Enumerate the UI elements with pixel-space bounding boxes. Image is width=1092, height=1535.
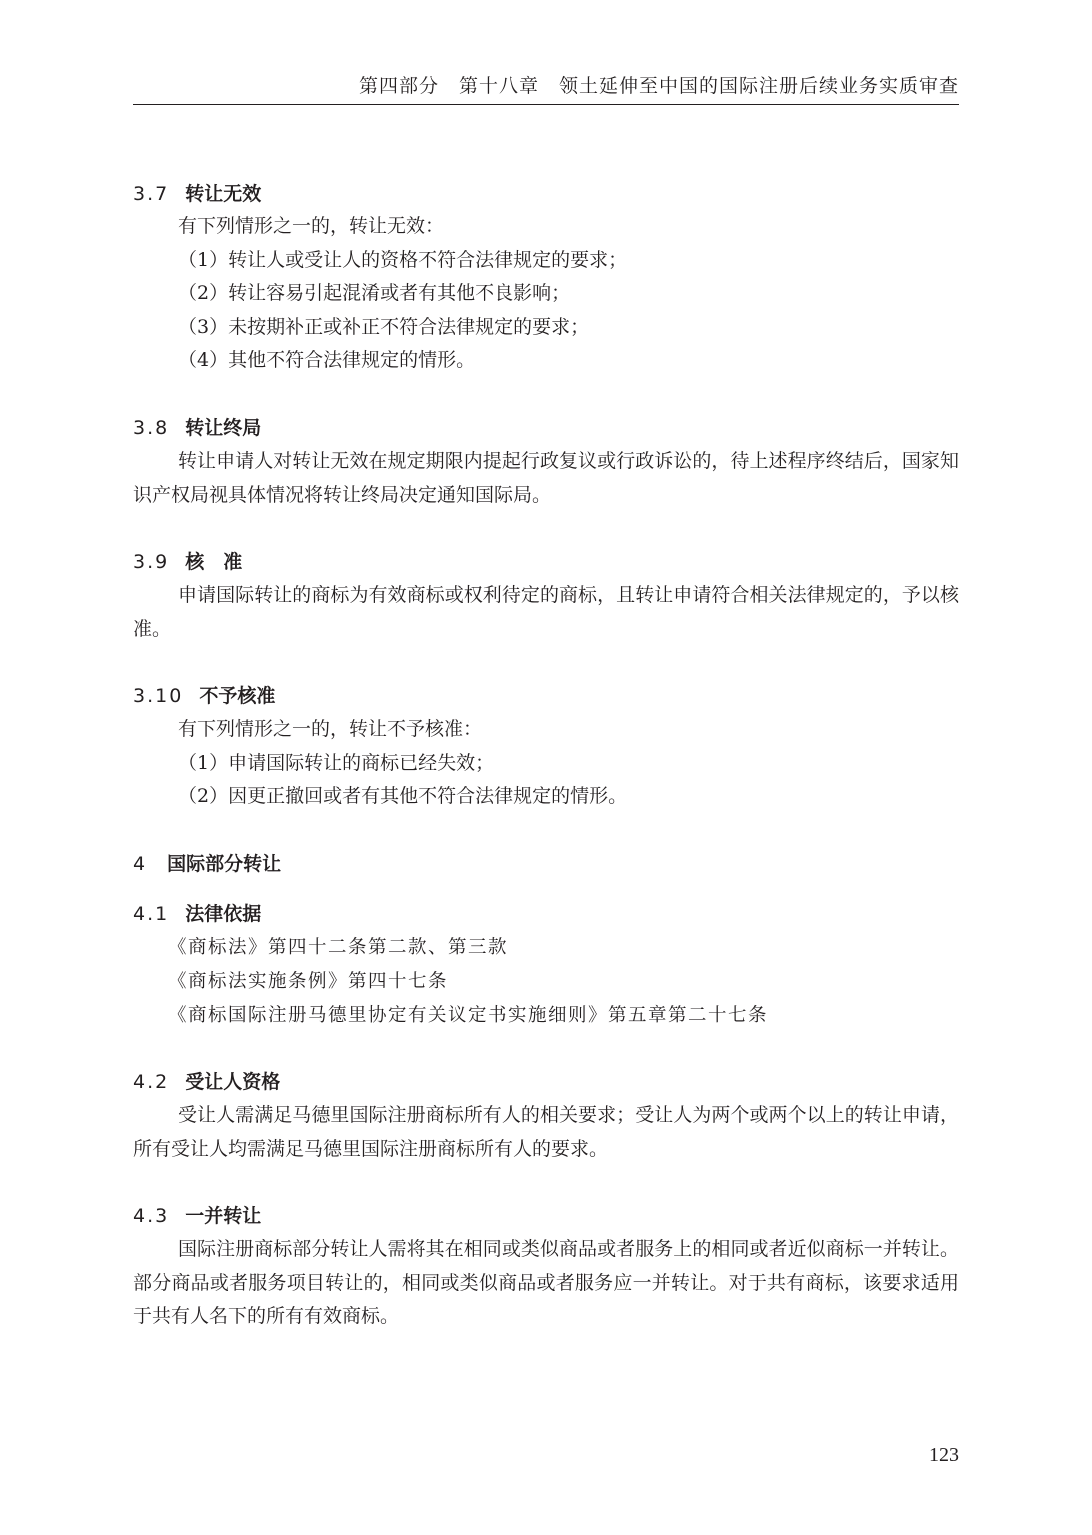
list-item: （2）转让容易引起混淆或者有其他不良影响；	[178, 282, 571, 304]
legal-reference: 《商标法》第四十二条第二款、第三款	[168, 937, 509, 958]
section-intro: 有下列情形之一的，转让无效：	[178, 215, 445, 237]
heading-title: 法律依据	[185, 903, 262, 925]
legal-reference: 《商标法实施条例》第四十七条	[168, 971, 449, 992]
list-item: （3）未按期补正或补正不符合法律规定的要求；	[178, 315, 590, 338]
running-header: 第四部分 第十八章 领土延伸至中国的国际注册后续业务实质审查	[358, 75, 959, 97]
page-number: 123	[929, 1444, 959, 1466]
paragraph: 申请国际转让的商标为有效商标或权利待定的商标，且转让申请符合相关法律规定的，予以核准。	[133, 584, 959, 640]
header-rule	[133, 104, 959, 105]
heading-number: 4.3	[133, 1205, 170, 1227]
heading-number: 3.7	[133, 183, 170, 205]
heading-title: 核 准	[185, 551, 243, 573]
heading-title: 一并转让	[185, 1205, 262, 1227]
list-item: （4）其他不符合法律规定的情形。	[178, 349, 476, 371]
heading-number: 4.2	[133, 1071, 170, 1093]
paragraph: 国际注册商标部分转让人需将其在相同或类似商品或者服务上的相同或者近似商标一并转让。部分商品或者服务项目转让的，相同或类似商品或者服务应一并转让。对于共有商标，该要求适用于共有人名下的所有有效商标。	[133, 1238, 959, 1327]
heading-title: 受让人资格	[185, 1071, 281, 1093]
paragraph: 受让人需满足马德里国际注册商标所有人的相关要求；受让人为两个或两个以上的转让申请，所有受让人均需满足马德里国际注册商标所有人的要求。	[133, 1104, 959, 1160]
heading-number: 3.10	[133, 685, 184, 707]
heading-3-8	[133, 414, 261, 442]
list-item: （2）因更正撤回或者有其他不符合法律规定的情形。	[178, 785, 628, 807]
heading-3-7	[133, 180, 261, 208]
heading-4-3	[133, 1202, 261, 1230]
legal-reference: 《商标国际注册马德里协定有关议定书实施细则》第五章第二十七条	[168, 1005, 769, 1026]
heading-3-10	[133, 682, 275, 710]
paragraph: 转让申请人对转让无效在规定期限内提起行政复议或行政诉讼的，待上述程序终结后，国家知识产权局视具体情况将转让终局决定通知国际局。	[133, 450, 959, 506]
heading-title: 转让无效	[185, 183, 262, 205]
list-item: （1）转让人或受让人的资格不符合法律规定的要求；	[178, 248, 628, 271]
heading-title: 国际部分转让	[167, 853, 282, 875]
list-item: （1）申请国际转让的商标已经失效；	[178, 751, 495, 774]
section-intro: 有下列情形之一的，转让不予核准：	[178, 718, 483, 740]
heading-number: 4.1	[133, 903, 170, 925]
heading-title: 转让终局	[185, 417, 262, 439]
heading-number: 4	[133, 853, 148, 875]
heading-number: 3.8	[133, 417, 170, 439]
heading-4-2	[133, 1068, 280, 1096]
heading-4	[133, 850, 281, 878]
heading-number: 3.9	[133, 551, 170, 573]
heading-4-1	[133, 900, 261, 928]
heading-3-9	[133, 548, 242, 576]
heading-title: 不予核准	[199, 685, 276, 707]
